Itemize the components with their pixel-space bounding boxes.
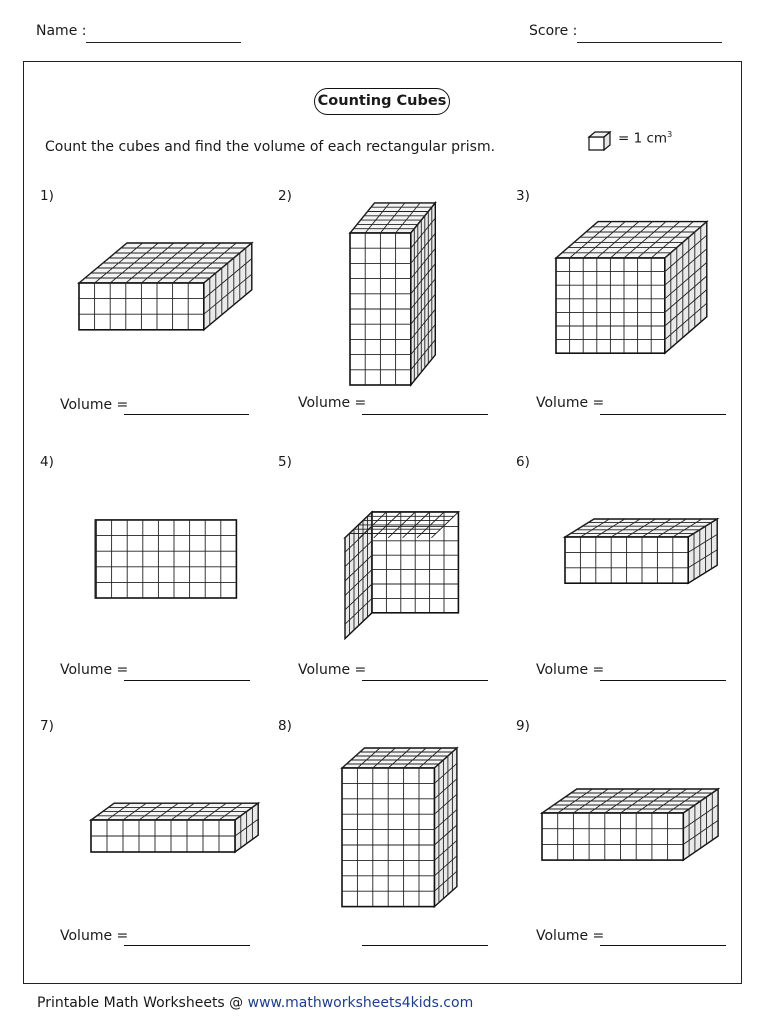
problem-5-volume-label: Volume = [298,662,367,678]
problem-1-number: 1) [40,188,54,204]
prism-6 [565,519,717,583]
problem-6-volume-label: Volume = [536,662,605,678]
score-label: Score : [529,23,578,39]
prism-8 [342,748,457,907]
problem-2-volume-label: Volume = [298,395,367,411]
footer-text: Printable Math Worksheets @ [37,995,248,1011]
prism-5 [345,512,458,639]
prism-4-front-face [96,520,236,598]
prism-7 [91,803,258,852]
problem-9-volume-label: Volume = [536,928,605,944]
problem-3-number: 3) [516,188,530,204]
problem-7-volume-label: Volume = [60,928,129,944]
prism-9 [542,789,718,860]
unit-label: = 1 $cm^3$ [618,130,673,147]
problem-8-number: 8) [278,718,292,734]
worksheet-title: Counting Cubes [314,88,450,115]
problem-4-number: 4) [40,454,54,470]
prism-2 [350,203,435,385]
footer-link[interactable]: www.mathworksheets4kids.com [247,995,474,1011]
footer [37,995,473,1011]
problem-5-number: 5) [278,454,292,470]
prism-3 [556,222,707,354]
problem-9-number: 9) [516,718,530,734]
problem-6-number: 6) [516,454,530,470]
prism-1 [79,243,252,330]
problem-3-volume-label: Volume = [536,395,605,411]
prism-8-side-face [434,748,457,907]
problem-1-volume-label: Volume = [60,397,129,413]
problem-4-volume-label: Volume = [60,662,129,678]
problem-7-number: 7) [40,718,54,734]
instructions-text: Count the cubes and find the volume of each rectangular prism. [45,139,496,155]
prism-9-front-face [542,813,683,860]
problem-2-number: 2) [278,188,292,204]
prism-4 [95,520,236,598]
name-label: Name : [36,23,87,39]
